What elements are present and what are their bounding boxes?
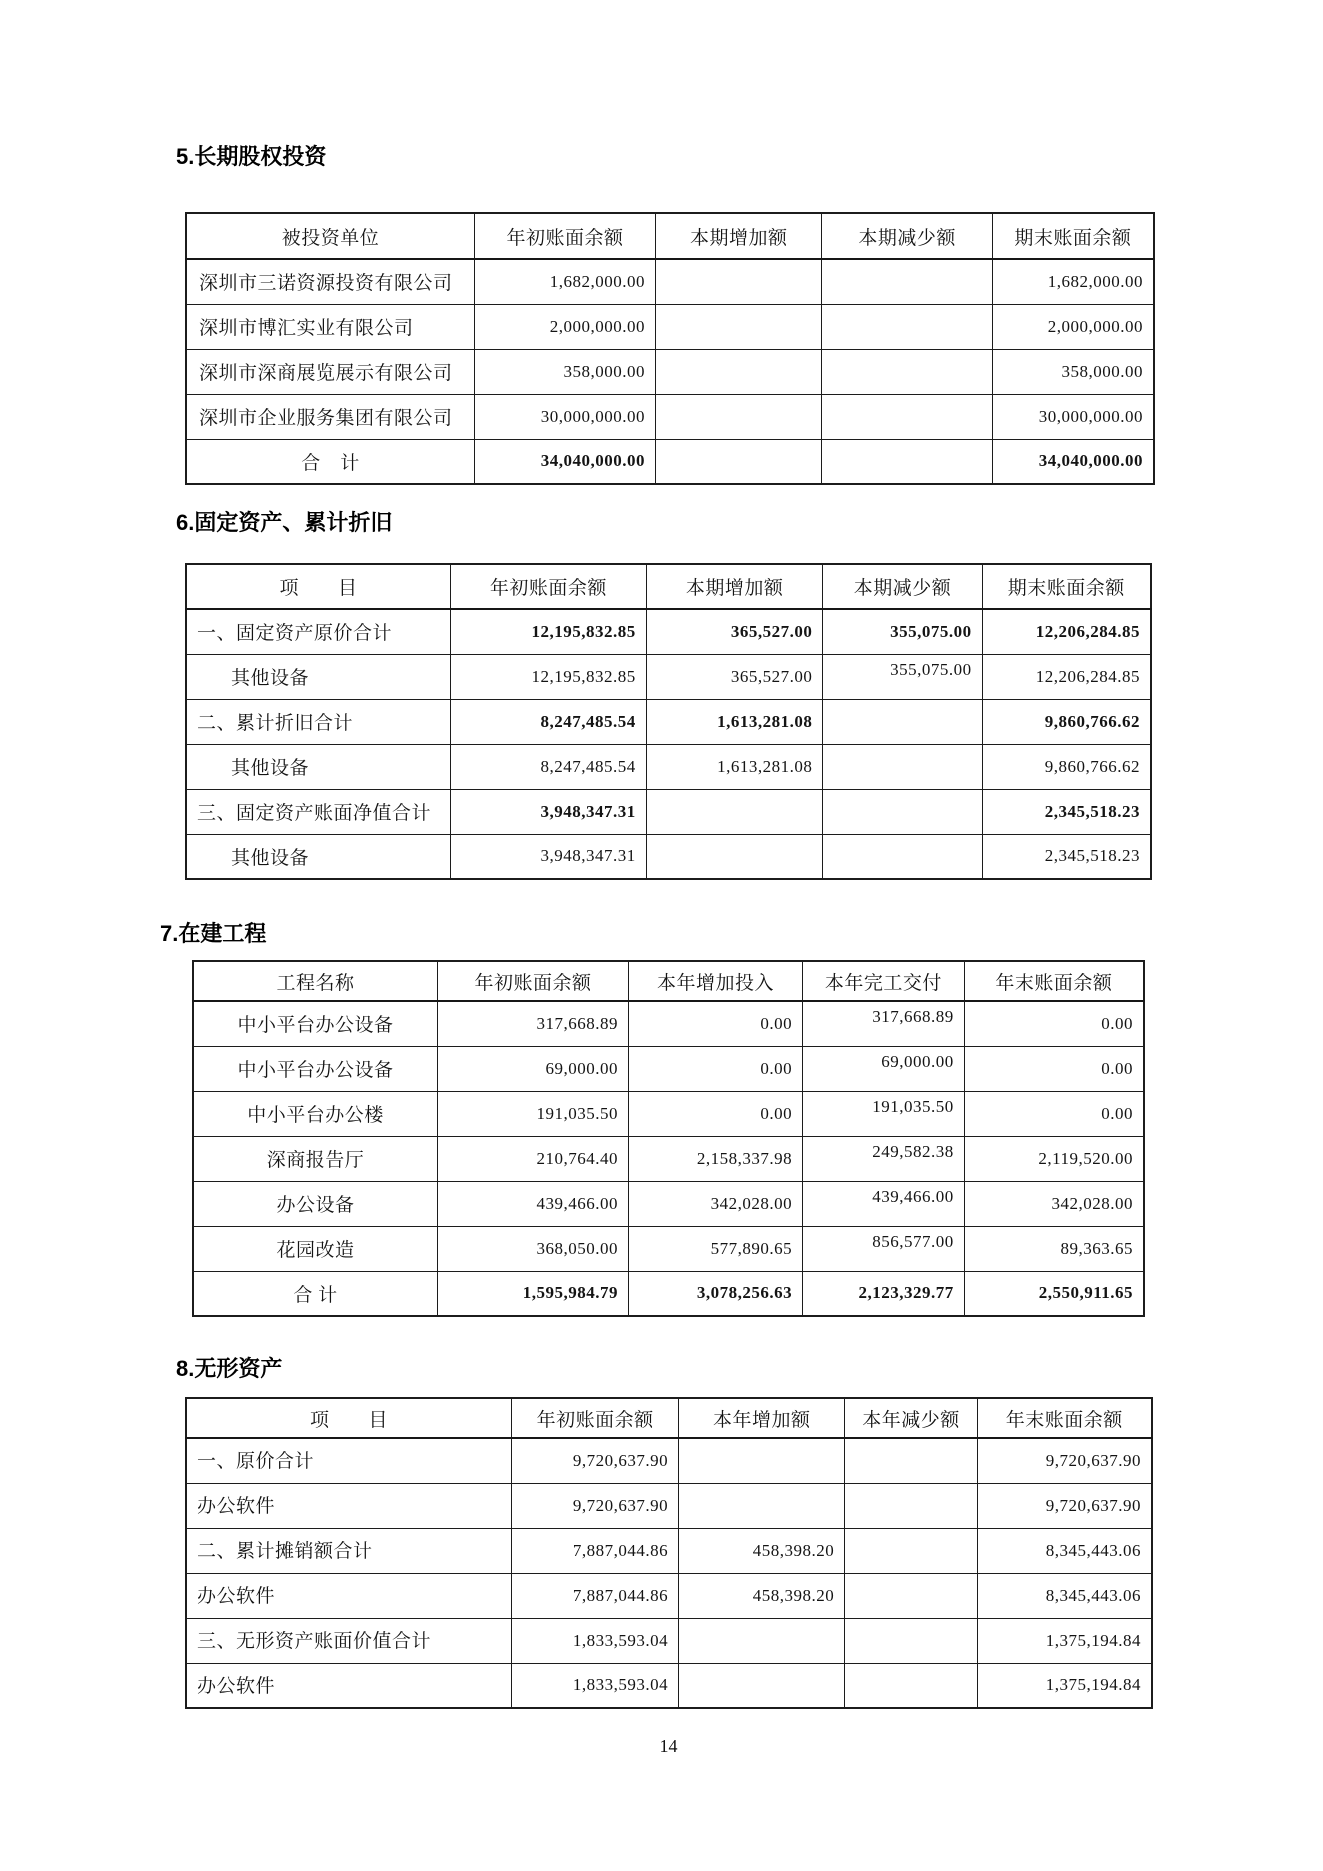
table-row [186, 609, 1151, 654]
cell-value: 1,613,281.08 [646, 744, 823, 789]
cell-value: 30,000,000.00 [474, 394, 655, 439]
table-row [186, 349, 1154, 394]
column-header: 年末账面余额 [977, 1398, 1152, 1438]
column-header: 期末账面余额 [982, 564, 1151, 609]
cell-value: 0.00 [629, 1001, 803, 1046]
cell-value: 1,682,000.00 [474, 259, 655, 304]
column-header: 工程名称 [193, 961, 437, 1001]
table-row [186, 1483, 1152, 1528]
cell-value: 12,206,284.85 [982, 609, 1151, 654]
cell-value: 1,682,000.00 [992, 259, 1154, 304]
table-row [193, 1046, 1144, 1091]
cell-value: 191,035.50 [437, 1091, 628, 1136]
column-header: 被投资单位 [186, 213, 474, 259]
cell-value [822, 304, 992, 349]
cell-value: 0.00 [964, 1001, 1144, 1046]
row-label: 深圳市深商展览展示有限公司 [186, 349, 474, 394]
cell-value: 355,075.00 [823, 609, 982, 654]
cell-value [845, 1438, 977, 1483]
cell-value: 458,398.20 [679, 1573, 845, 1618]
cell-value: 8,247,485.54 [450, 744, 646, 789]
row-label: 中小平台办公楼 [193, 1091, 437, 1136]
cell-value: 342,028.00 [964, 1181, 1144, 1226]
column-header: 本期减少额 [823, 564, 982, 609]
cell-value: 317,668.89 [437, 1001, 628, 1046]
cell-value [845, 1483, 977, 1528]
cell-value: 2,345,518.23 [982, 834, 1151, 879]
column-header: 期末账面余额 [992, 213, 1154, 259]
table-row [186, 394, 1154, 439]
cell-value [823, 789, 982, 834]
column-header: 本年减少额 [845, 1398, 977, 1438]
row-label: 中小平台办公设备 [193, 1046, 437, 1091]
table-row [193, 1091, 1144, 1136]
cell-value: 69,000.00 [803, 1046, 965, 1091]
cell-value: 12,206,284.85 [982, 654, 1151, 699]
cell-value: 12,195,832.85 [450, 654, 646, 699]
column-header: 本期增加额 [646, 564, 823, 609]
row-label: 办公软件 [186, 1483, 512, 1528]
cell-value: 0.00 [964, 1046, 1144, 1091]
row-label: 一、原价合计 [186, 1438, 512, 1483]
row-label: 中小平台办公设备 [193, 1001, 437, 1046]
cell-value [845, 1618, 977, 1663]
column-header: 年初账面余额 [450, 564, 646, 609]
table-row [186, 1438, 1152, 1483]
column-header: 本年增加额 [679, 1398, 845, 1438]
cell-value: 1,833,593.04 [512, 1618, 679, 1663]
cell-value: 9,720,637.90 [977, 1438, 1152, 1483]
section-title-construction-in-progress: 7.在建工程 [160, 921, 267, 946]
cell-value: 9,720,637.90 [512, 1483, 679, 1528]
row-label: 其他设备 [186, 654, 450, 699]
column-header: 项 目 [186, 564, 450, 609]
cell-value [679, 1438, 845, 1483]
cell-value: 7,887,044.86 [512, 1573, 679, 1618]
table-fixed-assets-depreciation [185, 563, 1152, 880]
table-row [186, 439, 1154, 484]
column-header: 本年完工交付 [803, 961, 965, 1001]
cell-value [679, 1483, 845, 1528]
page-number: 14 [659, 1736, 678, 1756]
row-label: 深圳市企业服务集团有限公司 [186, 394, 474, 439]
row-label: 一、固定资产原价合计 [186, 609, 450, 654]
row-label: 深商报告厅 [193, 1136, 437, 1181]
cell-value: 355,075.00 [823, 654, 982, 699]
cell-value: 0.00 [964, 1091, 1144, 1136]
cell-value: 9,720,637.90 [512, 1438, 679, 1483]
row-label: 办公软件 [186, 1663, 512, 1708]
cell-value: 8,345,443.06 [977, 1573, 1152, 1618]
cell-value: 12,195,832.85 [450, 609, 646, 654]
cell-value: 577,890.65 [629, 1226, 803, 1271]
section-title-intangible-assets: 8.无形资产 [176, 1356, 283, 1381]
cell-value [655, 304, 821, 349]
section-title-longterm-equity-investment: 5.长期股权投资 [176, 144, 327, 169]
cell-value: 3,948,347.31 [450, 834, 646, 879]
table-construction-in-progress [192, 960, 1145, 1317]
table-row [186, 259, 1154, 304]
cell-value: 2,000,000.00 [992, 304, 1154, 349]
table-row [193, 1181, 1144, 1226]
cell-value: 9,860,766.62 [982, 744, 1151, 789]
cell-value [845, 1573, 977, 1618]
cell-value: 89,363.65 [964, 1226, 1144, 1271]
table-row [186, 699, 1151, 744]
cell-value: 8,345,443.06 [977, 1528, 1152, 1573]
cell-value [655, 259, 821, 304]
table-row [186, 654, 1151, 699]
row-label: 合 计 [193, 1271, 437, 1316]
cell-value: 249,582.38 [803, 1136, 965, 1181]
cell-value: 191,035.50 [803, 1091, 965, 1136]
row-label: 花园改造 [193, 1226, 437, 1271]
column-header: 年初账面余额 [512, 1398, 679, 1438]
cell-value [655, 439, 821, 484]
table-row [193, 1136, 1144, 1181]
row-label: 办公软件 [186, 1573, 512, 1618]
table-row [186, 304, 1154, 349]
table-intangible-assets [185, 1397, 1153, 1709]
cell-value [845, 1528, 977, 1573]
section-title-fixed-assets-depreciation: 6.固定资产、累计折旧 [176, 510, 393, 535]
row-label: 二、累计折旧合计 [186, 699, 450, 744]
table-row [186, 834, 1151, 879]
column-header: 本期减少额 [822, 213, 992, 259]
cell-value: 856,577.00 [803, 1226, 965, 1271]
row-label: 其他设备 [186, 834, 450, 879]
cell-value: 34,040,000.00 [992, 439, 1154, 484]
cell-value: 3,948,347.31 [450, 789, 646, 834]
table-row [193, 1226, 1144, 1271]
cell-value: 2,550,911.65 [964, 1271, 1144, 1316]
cell-value [822, 394, 992, 439]
cell-value: 2,119,520.00 [964, 1136, 1144, 1181]
cell-value: 2,345,518.23 [982, 789, 1151, 834]
cell-value: 2,123,329.77 [803, 1271, 965, 1316]
cell-value: 210,764.40 [437, 1136, 628, 1181]
cell-value [822, 349, 992, 394]
cell-value [822, 259, 992, 304]
row-label: 其他设备 [186, 744, 450, 789]
cell-value: 30,000,000.00 [992, 394, 1154, 439]
row-label: 三、无形资产账面价值合计 [186, 1618, 512, 1663]
row-label: 二、累计摊销额合计 [186, 1528, 512, 1573]
cell-value [845, 1663, 977, 1708]
table-row [186, 1618, 1152, 1663]
table-longterm-equity-investment [185, 212, 1155, 485]
column-header: 年初账面余额 [474, 213, 655, 259]
cell-value: 2,000,000.00 [474, 304, 655, 349]
column-header: 年末账面余额 [964, 961, 1144, 1001]
cell-value: 358,000.00 [474, 349, 655, 394]
cell-value: 365,527.00 [646, 654, 823, 699]
cell-value: 34,040,000.00 [474, 439, 655, 484]
cell-value [823, 699, 982, 744]
cell-value: 69,000.00 [437, 1046, 628, 1091]
column-header: 项 目 [186, 1398, 512, 1438]
column-header: 年初账面余额 [437, 961, 628, 1001]
cell-value: 439,466.00 [437, 1181, 628, 1226]
cell-value [655, 349, 821, 394]
cell-value: 9,720,637.90 [977, 1483, 1152, 1528]
table-row [193, 1001, 1144, 1046]
cell-value: 0.00 [629, 1091, 803, 1136]
table-row [186, 744, 1151, 789]
cell-value: 7,887,044.86 [512, 1528, 679, 1573]
cell-value: 317,668.89 [803, 1001, 965, 1046]
cell-value [646, 834, 823, 879]
cell-value [679, 1663, 845, 1708]
row-label: 深圳市三诺资源投资有限公司 [186, 259, 474, 304]
cell-value: 458,398.20 [679, 1528, 845, 1573]
table-row [186, 1663, 1152, 1708]
cell-value [655, 394, 821, 439]
cell-value: 1,613,281.08 [646, 699, 823, 744]
cell-value [823, 834, 982, 879]
cell-value: 342,028.00 [629, 1181, 803, 1226]
cell-value: 439,466.00 [803, 1181, 965, 1226]
cell-value [823, 744, 982, 789]
row-label: 合 计 [186, 439, 474, 484]
cell-value: 365,527.00 [646, 609, 823, 654]
table-row [186, 1573, 1152, 1618]
cell-value: 3,078,256.63 [629, 1271, 803, 1316]
cell-value: 8,247,485.54 [450, 699, 646, 744]
cell-value [822, 439, 992, 484]
cell-value: 1,375,194.84 [977, 1618, 1152, 1663]
table-row [193, 1271, 1144, 1316]
cell-value [646, 789, 823, 834]
row-label: 三、固定资产账面净值合计 [186, 789, 450, 834]
cell-value: 9,860,766.62 [982, 699, 1151, 744]
column-header: 本期增加额 [655, 213, 821, 259]
cell-value: 2,158,337.98 [629, 1136, 803, 1181]
cell-value [679, 1618, 845, 1663]
row-label: 深圳市博汇实业有限公司 [186, 304, 474, 349]
cell-value: 1,833,593.04 [512, 1663, 679, 1708]
column-header: 本年增加投入 [629, 961, 803, 1001]
row-label: 办公设备 [193, 1181, 437, 1226]
table-row [186, 1528, 1152, 1573]
cell-value: 358,000.00 [992, 349, 1154, 394]
cell-value: 368,050.00 [437, 1226, 628, 1271]
table-row [186, 789, 1151, 834]
cell-value: 1,375,194.84 [977, 1663, 1152, 1708]
cell-value: 1,595,984.79 [437, 1271, 628, 1316]
cell-value: 0.00 [629, 1046, 803, 1091]
